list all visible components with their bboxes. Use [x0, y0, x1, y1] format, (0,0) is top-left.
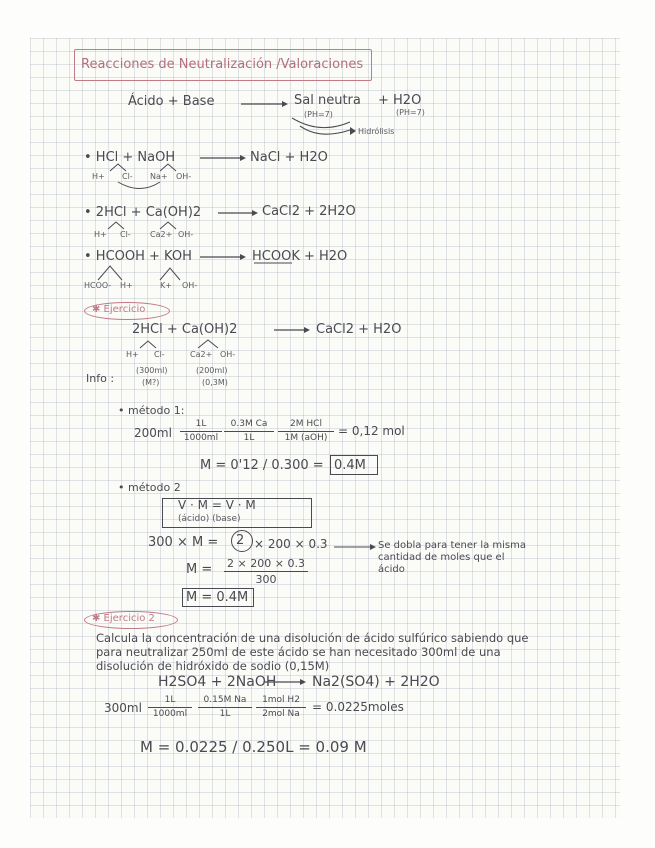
info-label: Info :: [86, 372, 115, 385]
ion-label: Cl-: [154, 350, 165, 359]
neutral-salt-text: Sal neutra: [294, 93, 361, 108]
ion-label: K+: [160, 281, 172, 290]
formula-bottom: (ácido) (base): [178, 514, 241, 524]
exercise-2-fraction-2: [198, 694, 252, 721]
exercise-2-products: Na2(SO4) + 2H2O: [312, 674, 440, 690]
exercise-2-label: ✱ Ejercicio 2: [92, 613, 155, 624]
ion-label: HCOO-: [84, 281, 112, 290]
fraction-numerator: 0.3M Ca: [224, 418, 274, 432]
method-2-lhs: M =: [186, 562, 213, 577]
page-title: Reacciones de Neutralización /Valoraciones: [81, 57, 364, 72]
base-volume: (200ml): [196, 366, 228, 375]
formula-top: V · M = V · M: [178, 498, 256, 512]
fraction-denominator: 1000ml: [152, 709, 188, 719]
exercise-2-reactants: H2SO4 + 2NaOH: [158, 674, 277, 690]
exercise-1-reactants: 2HCl + Ca(OH)2: [132, 322, 238, 337]
water-ph-text: (PH=7): [396, 108, 425, 117]
fraction-denominator: 1000ml: [183, 433, 219, 443]
method-1-fraction-1: [180, 418, 222, 445]
acid-molarity: (M?): [142, 378, 160, 387]
ion-label: H+: [126, 350, 139, 359]
fraction-denominator: 2mol Na: [262, 709, 300, 719]
ion-label: OH-: [178, 230, 194, 239]
page-title-box: [74, 49, 372, 81]
ion-label: Ca2+: [190, 350, 213, 359]
method-2-result: M = 0.4M: [186, 590, 249, 605]
fraction-denominator: 1L: [219, 709, 231, 719]
ion-label: H+: [120, 281, 133, 290]
reaction-2-reactants: • 2HCl + Ca(OH)2: [84, 205, 202, 220]
method-2-label: • método 2: [118, 481, 181, 494]
exercise-2-fraction-3: [256, 694, 306, 721]
ion-label: H+: [92, 172, 105, 181]
circled-factor: 2: [236, 533, 245, 548]
method-2-note: Se dobla para tener la misma cantidad de moles que el ácido: [378, 540, 527, 575]
exercise-2-final: M = 0.0225 / 0.250L = 0.09 M: [140, 738, 367, 756]
exercise-1-label: ✱ Ejercicio: [92, 304, 146, 315]
exercise-1-products: CaCl2 + H2O: [316, 322, 402, 337]
method-1-fraction-3: [278, 418, 334, 445]
method-2-line-1a: 300 × M =: [148, 535, 219, 550]
fraction-denominator: 300: [255, 573, 277, 586]
molarity-result: 0.4M: [334, 458, 366, 473]
reaction-3-products: HCOOK + H2O: [252, 249, 348, 264]
fraction-numerator: 1mol H2: [256, 694, 306, 708]
fraction-denominator: 1M (aOH): [284, 433, 328, 443]
exercise-2-statement-line-2: para neutralizar 250ml de este ácido se han necesitado 300ml de una: [96, 645, 501, 659]
fraction-numerator: 0.15M Na: [198, 694, 252, 708]
exercise-2-statement-line-1: Calcula la concentración de una disolución de ácido sulfúrico sabiendo que: [96, 631, 529, 645]
ion-label: Cl-: [122, 172, 133, 181]
water-text: + H2O: [378, 93, 422, 108]
acid-base-text: Ácido + Base: [128, 94, 215, 109]
ion-label: Na+: [150, 172, 168, 181]
exercise-2-result: = 0.0225moles: [312, 700, 404, 714]
salt-ph-text: (PH=7): [304, 110, 333, 119]
base-molarity: (0,3M): [202, 378, 228, 387]
method-2-fraction: [224, 556, 308, 587]
fraction-numerator: 2 × 200 × 0.3: [224, 556, 308, 572]
reaction-3-reactants: • HCOOH + KOH: [84, 249, 192, 264]
fraction-numerator: 1L: [148, 694, 192, 708]
reaction-1-products: NaCl + H2O: [250, 150, 328, 165]
ion-label: OH-: [220, 350, 236, 359]
ion-label: Cl-: [120, 230, 131, 239]
method-1-fraction-2: [224, 418, 274, 445]
exercise-2-statement-line-3: disolución de hidróxido de sodio (0,15M): [96, 659, 330, 673]
ion-label: OH-: [176, 172, 192, 181]
molarity-line: M = 0'12 / 0.300 =: [200, 458, 324, 473]
acid-volume: (300ml): [136, 366, 168, 375]
method-2-line-1b: × 200 × 0.3: [254, 537, 328, 551]
method-1-label: • método 1:: [118, 404, 185, 417]
fraction-numerator: 2M HCl: [278, 418, 334, 432]
reaction-1-reactants: • HCl + NaOH: [84, 150, 176, 165]
hydrolysis-text: Hidrólisis: [358, 127, 395, 136]
method-1-result: = 0,12 mol: [338, 424, 405, 438]
exercise-2-fraction-1: [148, 694, 192, 721]
exercise-2-start: 300ml: [104, 701, 142, 715]
ion-label: H+: [94, 230, 107, 239]
fraction-denominator: 1L: [243, 433, 255, 443]
fraction-numerator: 1L: [180, 418, 222, 432]
method-1-start: 200ml: [134, 426, 172, 440]
ion-label: OH-: [182, 281, 198, 290]
ion-label: Ca2+: [150, 230, 173, 239]
reaction-2-products: CaCl2 + 2H2O: [262, 204, 356, 219]
